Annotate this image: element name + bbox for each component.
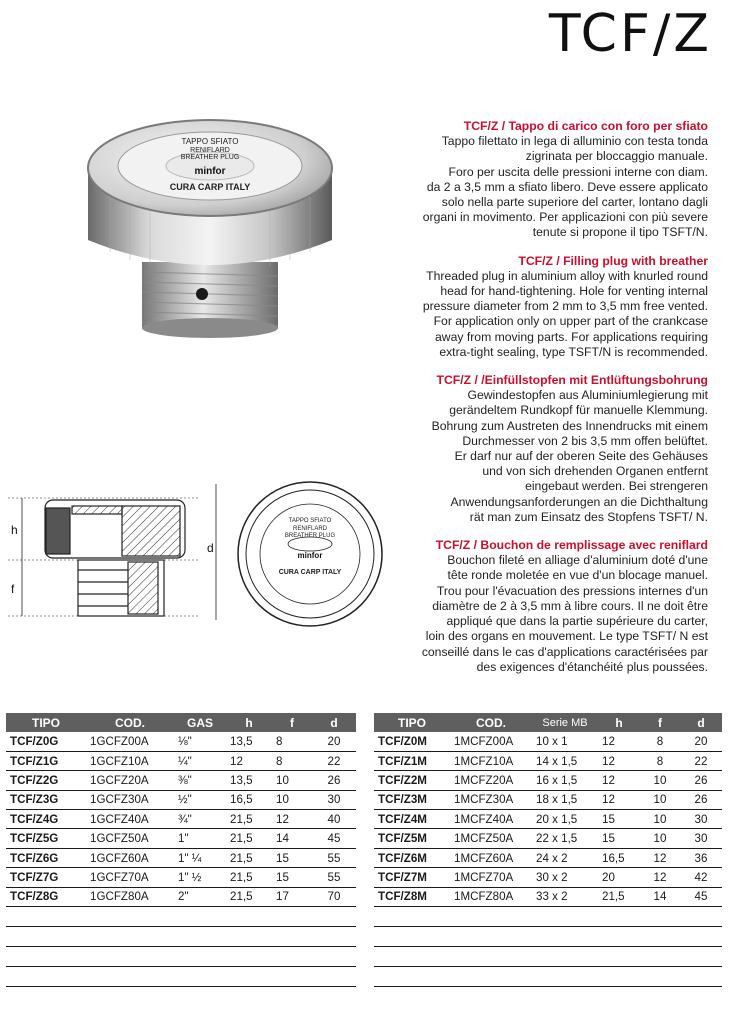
table-cell: 10 <box>272 771 312 790</box>
column-header: COD. <box>450 713 532 732</box>
table-cell <box>598 947 640 967</box>
table-cell: 1MCFZ00A <box>450 732 532 751</box>
table-cell <box>226 927 272 947</box>
column-header: COD. <box>86 713 174 732</box>
table-cell: 36 <box>680 848 722 867</box>
table-row-empty <box>374 947 722 967</box>
table-cell: TCF/Z3G <box>6 790 86 809</box>
table-cell <box>640 927 680 947</box>
table-cell: 1GCFZ30A <box>86 790 174 809</box>
table-cell <box>226 947 272 967</box>
table-cell: 13,5 <box>226 771 272 790</box>
table-cell <box>6 907 86 927</box>
table-cell <box>450 967 532 987</box>
table-cell: TCF/Z6G <box>6 848 86 867</box>
table-row <box>6 751 356 770</box>
table-cell: TCF/Z5M <box>374 829 450 848</box>
column-header: Serie MB <box>532 713 598 732</box>
table-cell: 12 <box>640 868 680 887</box>
table-cell: TCF/Z8G <box>6 887 86 906</box>
table-cell: 33 x 2 <box>532 887 598 906</box>
table-cell: 10 <box>640 771 680 790</box>
table-cell: 1MCFZ10A <box>450 751 532 770</box>
table-cell: 12 <box>598 790 640 809</box>
table-row <box>6 771 356 790</box>
photo-cap-line2: RENIFLARD <box>190 147 230 154</box>
table-cell: 8 <box>272 732 312 751</box>
table-cell: TCF/Z2M <box>374 771 450 790</box>
table-row <box>374 790 722 809</box>
table-cell: 21,5 <box>226 829 272 848</box>
table-row <box>6 790 356 809</box>
table-cell: 1GCFZ10A <box>86 751 174 770</box>
section-view <box>8 498 200 616</box>
description-body: Gewindestopfen aus Aluminiumlegierung mit gerändeltem Rundkopf für manuelle Klemmung. Bohrung zum Austreten des Innendrucks mit einem Durchmesser von 2 bis 3,5 mm offen belüftet. Er darf nur auf der oberen Seite des Gehäuses und von sich drehenden Organen entfernt eingebaut werden. Bei strengeren Anwendungsanforderungen an die Dichthaltung rät man zum Einsatz des Stopfens TSFT/ N. <box>431 388 708 524</box>
table-cell: 12 <box>272 810 312 829</box>
table-cell: 14 <box>272 829 312 848</box>
table-cell: 55 <box>312 868 356 887</box>
table-cell: 30 <box>680 829 722 848</box>
table-cell: 20 <box>680 732 722 751</box>
table-cell: 14 x 1,5 <box>532 751 598 770</box>
table-cell: 21,5 <box>226 887 272 906</box>
table-cell: 22 <box>680 751 722 770</box>
table-cell: 18 x 1,5 <box>532 790 598 809</box>
table-cell: 12 <box>640 848 680 867</box>
description-title: TCF/Z / /Einfüllstopfen mit Entlüftungsbohrung <box>436 373 708 388</box>
table-cell: TCF/Z4M <box>374 810 450 829</box>
table-row-empty <box>374 967 722 987</box>
table-cell: TCF/Z2G <box>6 771 86 790</box>
table-cell: 20 <box>312 732 356 751</box>
table-cell <box>680 907 722 927</box>
table-cell: TCF/Z1G <box>6 751 86 770</box>
table-cell: 10 <box>640 829 680 848</box>
description-fr <box>398 538 708 675</box>
table-row-empty <box>6 927 356 947</box>
table-cell: 16,5 <box>598 848 640 867</box>
description-en <box>398 254 708 360</box>
table-cell <box>272 907 312 927</box>
table-cell <box>6 947 86 967</box>
table-cell <box>174 967 226 987</box>
table-cell: 10 <box>640 790 680 809</box>
table-cell: 1MCFZ60A <box>450 848 532 867</box>
table-cell: 22 <box>312 751 356 770</box>
table-cell: 10 <box>640 810 680 829</box>
column-header: GAS <box>174 713 226 732</box>
column-header: h <box>598 713 640 732</box>
table-cell: ¼" <box>174 751 226 770</box>
table-cell <box>174 927 226 947</box>
table-cell: TCF/Z0G <box>6 732 86 751</box>
table-cell: 12 <box>226 751 272 770</box>
description-de <box>398 373 708 525</box>
table-row <box>374 868 722 887</box>
column-header: TIPO <box>6 713 86 732</box>
table-cell <box>374 927 450 947</box>
table-cell <box>174 947 226 967</box>
table-cell: 1GCFZ70A <box>86 868 174 887</box>
table-cell: 8 <box>640 732 680 751</box>
table-cell: 8 <box>272 751 312 770</box>
table-row <box>6 887 356 906</box>
product-photo <box>70 112 340 342</box>
table-cell <box>226 907 272 927</box>
spec-table-gas <box>6 713 356 987</box>
table-row <box>6 732 356 751</box>
top-view-cap-top: TAPPO SFIATO <box>288 518 332 524</box>
table-body <box>6 732 356 987</box>
table-row <box>374 848 722 867</box>
dimension-h-label: h <box>11 523 18 537</box>
table-cell: 45 <box>680 887 722 906</box>
table-cell: 10 <box>272 790 312 809</box>
table-cell <box>598 927 640 947</box>
table-cell <box>174 907 226 927</box>
photo-cap-bottom: CURA CARP ITALY <box>169 182 251 192</box>
top-view-cap-line2: RENIFLARD <box>292 526 328 532</box>
table-cell <box>312 947 356 967</box>
table-cell: 26 <box>312 771 356 790</box>
table-cell <box>532 947 598 967</box>
table-cell <box>312 967 356 987</box>
table-cell: 8 <box>640 751 680 770</box>
table-cell: 24 x 2 <box>532 848 598 867</box>
table-header-row <box>374 713 722 732</box>
table-cell <box>450 947 532 967</box>
table-row <box>374 732 722 751</box>
table-cell: 12 <box>598 771 640 790</box>
table-cell <box>6 967 86 987</box>
table-cell: 45 <box>312 829 356 848</box>
table-cell: 1" ½ <box>174 868 226 887</box>
table-cell: TCF/Z3M <box>374 790 450 809</box>
table-body <box>374 732 722 987</box>
description-column <box>398 119 708 688</box>
table-cell: 15 <box>272 848 312 867</box>
table-cell: TCF/Z6M <box>374 848 450 867</box>
table-cell <box>640 967 680 987</box>
table-row <box>6 848 356 867</box>
table-cell: 1MCFZ40A <box>450 810 532 829</box>
table-cell <box>532 907 598 927</box>
description-body: Threaded plug in aluminium alloy with knurled round head for hand-tightening. Hole for venting internal pressure diameter from 2 mm to 3,5 mm free vented. For application only on upper part of the crankcase away from moving parts. For applications requiring extra-tight sealing, type TSFT/N is recommended. <box>422 268 708 359</box>
table-cell: TCF/Z7G <box>6 868 86 887</box>
table-cell: 10 x 1 <box>532 732 598 751</box>
table-cell: 1GCFZ50A <box>86 829 174 848</box>
table-cell <box>680 927 722 947</box>
table-cell: TCF/Z8M <box>374 887 450 906</box>
table-cell <box>272 947 312 967</box>
column-header: f <box>640 713 680 732</box>
table-row <box>6 829 356 848</box>
description-title: TCF/Z / Tappo di carico con foro per sfiato <box>463 119 708 133</box>
column-header: h <box>226 713 272 732</box>
column-header: d <box>312 713 356 732</box>
table-cell: 21,5 <box>226 868 272 887</box>
column-header: TIPO <box>374 713 450 732</box>
table-cell <box>272 967 312 987</box>
table-cell: 30 <box>680 810 722 829</box>
dimension-f-label: f <box>11 582 15 596</box>
table-cell <box>312 927 356 947</box>
table-row <box>374 829 722 848</box>
table-cell: ½" <box>174 790 226 809</box>
description-it <box>398 119 708 241</box>
column-header: f <box>272 713 312 732</box>
table-cell: TCF/Z0M <box>374 732 450 751</box>
table-cell: TCF/Z7M <box>374 868 450 887</box>
table-cell <box>226 967 272 987</box>
table-cell <box>272 927 312 947</box>
table-cell <box>374 967 450 987</box>
table-cell: 15 <box>598 829 640 848</box>
table-cell: 1MCFZ30A <box>450 790 532 809</box>
table-cell: 30 <box>312 790 356 809</box>
table-cell: 30 x 2 <box>532 868 598 887</box>
table-row <box>374 771 722 790</box>
table-cell <box>374 907 450 927</box>
table-cell: 1" <box>174 829 226 848</box>
table-row-empty <box>374 927 722 947</box>
table-cell: 1GCFZ60A <box>86 848 174 867</box>
table-row <box>6 868 356 887</box>
table-cell: TCF/Z4G <box>6 810 86 829</box>
photo-cap-top: TAPPO SFIATO <box>181 137 239 146</box>
top-view-cap-bottom: CURA CARP ITALY <box>278 569 342 576</box>
table-cell <box>374 947 450 967</box>
top-view-cap-line3: BREATHER PLUG <box>284 533 336 539</box>
table-cell <box>312 907 356 927</box>
technical-drawing <box>0 478 400 628</box>
page-title: TCF/Z <box>548 4 712 64</box>
table-cell: 55 <box>312 848 356 867</box>
photo-brand: minfor <box>194 166 226 177</box>
table-cell: 42 <box>680 868 722 887</box>
table-cell: 26 <box>680 790 722 809</box>
table-row <box>374 887 722 906</box>
table-row-empty <box>6 967 356 987</box>
table-cell: 21,5 <box>226 848 272 867</box>
table-cell: 2" <box>174 887 226 906</box>
table-cell <box>450 927 532 947</box>
table-cell: 16 x 1,5 <box>532 771 598 790</box>
column-header: d <box>680 713 722 732</box>
table-cell: 12 <box>598 751 640 770</box>
table-row-empty <box>374 907 722 927</box>
table-cell: 20 <box>598 868 640 887</box>
table-cell <box>532 927 598 947</box>
table-cell: 15 <box>272 868 312 887</box>
table-cell: 22 x 1,5 <box>532 829 598 848</box>
table-cell: 1MCFZ50A <box>450 829 532 848</box>
table-cell <box>450 907 532 927</box>
table-cell: ¾" <box>174 810 226 829</box>
table-cell <box>86 947 174 967</box>
table-cell: 17 <box>272 887 312 906</box>
dimension-d-label: d <box>207 541 214 555</box>
table-cell: 1GCFZ20A <box>86 771 174 790</box>
table-cell: 1MCFZ20A <box>450 771 532 790</box>
table-cell: 1GCFZ80A <box>86 887 174 906</box>
table-row <box>374 810 722 829</box>
table-cell <box>640 907 680 927</box>
table-cell <box>86 927 174 947</box>
table-cell <box>86 967 174 987</box>
table-cell: 1GCFZ00A <box>86 732 174 751</box>
table-cell <box>598 907 640 927</box>
table-row <box>374 751 722 770</box>
table-cell: ⅜" <box>174 771 226 790</box>
table-cell: 15 <box>598 810 640 829</box>
table-cell: 1GCFZ40A <box>86 810 174 829</box>
table-cell: 14 <box>640 887 680 906</box>
spec-table-metric <box>374 713 722 987</box>
description-body: Tappo filettato in lega di alluminio con testa tonda zigrinata per bloccaggio manuale. Foro per uscita delle pressioni interne con diam. da 2 a 3,5 mm a sfiato libero. Deve essere applicato solo nella parte superiore del carter, lontano dagli organi in movimento. Per applicazioni con più severe tenute si propone il tipo TSFT/N. <box>422 134 708 240</box>
description-title: TCF/Z / Bouchon de remplissage avec reniflard <box>435 538 708 553</box>
table-cell: TCF/Z1M <box>374 751 450 770</box>
table-cell: 26 <box>680 771 722 790</box>
description-title: TCF/Z / Filling plug with breather <box>518 253 708 268</box>
table-row-empty <box>6 907 356 927</box>
table-cell <box>680 947 722 967</box>
table-cell: TCF/Z5G <box>6 829 86 848</box>
table-cell <box>640 947 680 967</box>
table-cell: ⅛" <box>174 732 226 751</box>
top-view-brand: minfor <box>297 551 323 560</box>
table-cell: 1MCFZ80A <box>450 887 532 906</box>
table-header-row <box>6 713 356 732</box>
table-cell: 21,5 <box>598 887 640 906</box>
table-cell: 70 <box>312 887 356 906</box>
table-cell: 1MCFZ70A <box>450 868 532 887</box>
photo-cap-line3: BREATHER PLUG <box>180 154 240 161</box>
description-body: Bouchon fileté en alliage d'aluminium doté d'une tête ronde moletée en vue d'un blocage manuel. Trou pour l'évacuation des pressions internes d'un diamètre de 2 à 3,5 mm à libre cours. Il ne doit être appliqué que dans la partie supérieure du carter, loin des organs en mouvement. Le type TSFT/ N est conseillé dans le cas d'applications caractérisées par des exigences d'étanchéité plus poussées. <box>421 553 708 674</box>
table-cell: 20 x 1,5 <box>532 810 598 829</box>
table-cell: 21,5 <box>226 810 272 829</box>
table-cell <box>532 967 598 987</box>
table-cell <box>6 927 86 947</box>
table-cell: 40 <box>312 810 356 829</box>
table-cell: 1" ¼ <box>174 848 226 867</box>
table-row-empty <box>6 947 356 967</box>
table-row <box>6 810 356 829</box>
table-cell <box>598 967 640 987</box>
table-cell <box>86 907 174 927</box>
table-cell: 13,5 <box>226 732 272 751</box>
table-cell <box>680 967 722 987</box>
table-cell: 12 <box>598 732 640 751</box>
table-cell: 16,5 <box>226 790 272 809</box>
